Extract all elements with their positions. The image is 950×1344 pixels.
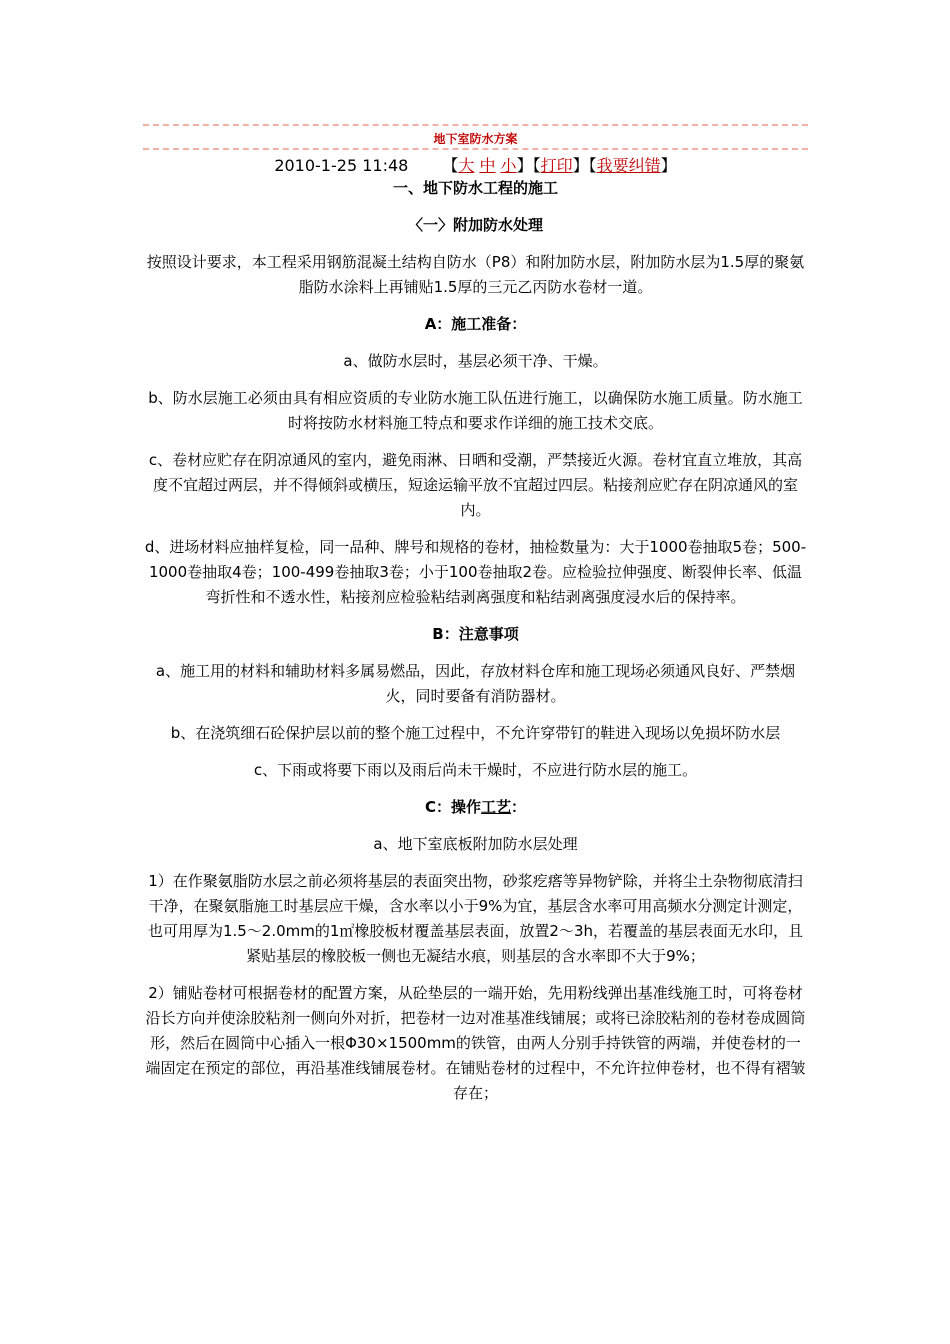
intro-paragraph: 按照设计要求，本工程采用钢筋混凝土结构自防水（P8）和附加防水层，附加防水层为1.5厚的聚氨脂防水涂料上再铺贴1.5厚的三元乙丙防水卷材一道。 <box>146 253 805 296</box>
section-c-heading <box>143 795 808 820</box>
bracket-close: 】 <box>660 156 677 175</box>
top-dashed-divider <box>143 124 808 126</box>
bracket-open: 【 <box>532 156 541 175</box>
section-c-subheading: a、地下室底板附加防水层处理 <box>373 835 578 853</box>
section-a-item: c、卷材应贮存在阴凉通风的室内，避免雨淋、日晒和受潮，严禁接近火源。卷材宜直立堆放，其高度不宜超过两层，并不得倾斜或横压，短途运输平放不宜超过四层。粘接剂应贮存在阴凉通风的室内。 <box>148 451 803 519</box>
section-a-heading: A：施工准备： <box>424 315 527 333</box>
section-b-heading: B：注意事项 <box>432 625 519 643</box>
font-size-medium-link[interactable]: 中 <box>479 156 496 175</box>
section-b-item: b、在浇筑细石砼保护层以前的整个施工过程中，不允许穿带钉的鞋进入现场以免损坏防水层 <box>170 724 781 742</box>
bracket-open: 【 <box>442 156 459 175</box>
print-link[interactable]: 打印 <box>540 156 573 175</box>
article-meta-bar <box>143 153 808 176</box>
bracket-close: 】 <box>572 156 589 175</box>
bracket-close: 】 <box>516 156 533 175</box>
font-size-large-link[interactable]: 大 <box>458 156 475 175</box>
section-a-item: d、进场材料应抽样复检，同一品种、牌号和规格的卷材，抽检数量为：大于1000卷抽取5卷；500-1000卷抽取4卷；100-499卷抽取3卷；小于100卷抽取2卷。应检验拉伸强度、断裂伸长率、低温弯折性和不透水性，粘接剂应检验粘结剥离强度和粘结剥离强度浸水后的保持率。 <box>144 538 807 606</box>
report-error-link[interactable]: 我要纠错 <box>596 156 661 175</box>
section-c-heading-suffix: ： <box>511 798 527 816</box>
section-c-heading-link[interactable]: 工艺 <box>480 798 511 816</box>
section-c-heading-prefix: C：操作 <box>424 798 481 816</box>
article-title: 地下室防水方案 <box>433 132 518 146</box>
section-heading: 一、地下防水工程的施工 <box>392 179 558 197</box>
bracket-open: 【 <box>588 156 597 175</box>
subsection-heading: 〈一〉附加防水处理 <box>407 216 543 234</box>
section-b-item: a、施工用的材料和辅助材料多属易燃品，因此，存放材料仓库和施工现场必须通风良好、严禁烟火，同时要备有消防器材。 <box>155 662 796 705</box>
font-size-small-link[interactable]: 小 <box>500 156 517 175</box>
publish-date: 2010-1-25 11:48 <box>274 156 409 175</box>
section-b-item: c、下雨或将要下雨以及雨后尚未干燥时，不应进行防水层的施工。 <box>253 761 698 779</box>
section-a-item: a、做防水层时，基层必须干净、干燥。 <box>343 352 608 370</box>
bottom-dashed-divider <box>143 148 808 150</box>
article-body <box>143 176 808 1118</box>
section-a-item: b、防水层施工必须由具有相应资质的专业防水施工队伍进行施工，以确保防水施工质量。防水施工时将按防水材料施工特点和要求作详细的施工技术交底。 <box>148 389 803 432</box>
section-c-item: 1）在作聚氨脂防水层之前必须将基层的表面突出物，砂浆疙瘩等异物铲除，并将尘土杂物彻底清扫干净，在聚氨脂施工时基层应干燥，含水率以小于9%为宜，基层含水率可用高频水分测定计测定，也可用厚为1.5～2.0mm的1㎡橡胶板材覆盖基层表面，放置2～3h，若覆盖的基层表面无水印，且紧贴基层的橡胶板一侧也无凝结水痕，则基层的含水率即不大于9%； <box>147 872 804 965</box>
section-c-item: 2）铺贴卷材可根据卷材的配置方案，从砼垫层的一端开始，先用粉线弹出基准线施工时，可将卷材沿长方向并使涂胶粘剂一侧向外对折，把卷材一边对准基准线铺展；或将已涂胶粘剂的卷材卷成圆筒形，然后在圆筒中心插入一根Φ30×1500mm的铁管，由两人分别手持铁管的两端，并使卷材的一端固定在预定的部位，再沿基准线铺展卷材。在铺贴卷材的过程中，不允许拉伸卷材，也不得有褶皱存在； <box>145 984 806 1102</box>
